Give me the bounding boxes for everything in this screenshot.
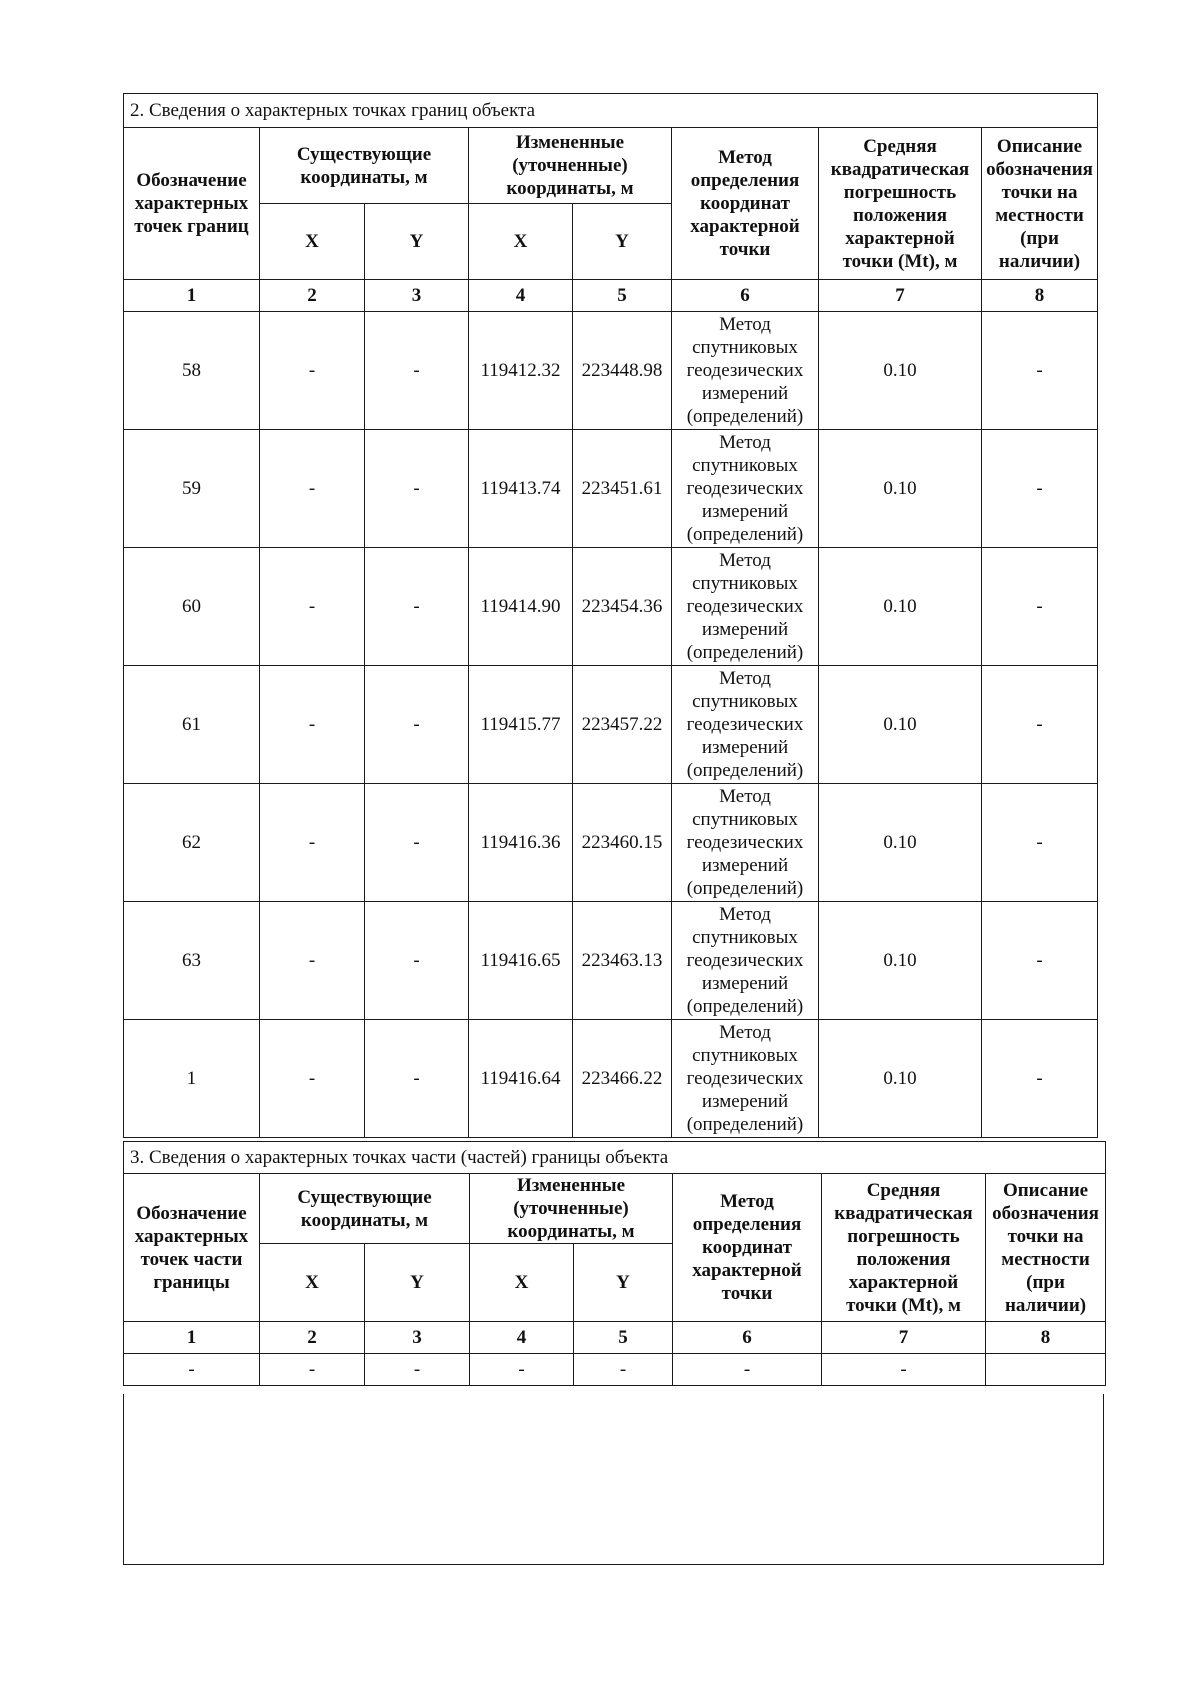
existing-y-cell: -	[365, 312, 469, 430]
column-number: 6	[673, 1322, 822, 1354]
point-number-cell: 61	[124, 666, 260, 784]
column-number: 1	[124, 1322, 260, 1354]
point-number-cell: 63	[124, 902, 260, 1020]
table-row	[124, 548, 1098, 666]
changed-x-cell: 119413.74	[469, 430, 573, 548]
header-error: Средняя квадратическая погрешность положения характерной точки (Mt), м	[822, 1174, 986, 1322]
mt-error-cell: 0.10	[819, 430, 982, 548]
description-cell: -	[982, 1020, 1098, 1138]
existing-x-cell: -	[260, 784, 365, 902]
changed-x-cell: 119416.64	[469, 1020, 573, 1138]
changed-x-cell: 119415.77	[469, 666, 573, 784]
existing-y-cell: -	[365, 430, 469, 548]
column-number: 4	[469, 280, 573, 312]
method-cell: Метод спутниковых геодезических измерений (определений)	[672, 784, 819, 902]
method-cell: -	[673, 1354, 822, 1386]
changed-x-cell: 119412.32	[469, 312, 573, 430]
point-number-cell: 62	[124, 784, 260, 902]
mt-error-cell: 0.10	[819, 784, 982, 902]
existing-x-cell: -	[260, 1020, 365, 1138]
existing-x-cell: -	[260, 312, 365, 430]
existing-y-cell: -	[365, 1354, 470, 1386]
description-cell	[986, 1354, 1106, 1386]
description-cell: -	[982, 784, 1098, 902]
existing-y-cell: -	[365, 902, 469, 1020]
header-method: Метод определения координат характерной точки	[673, 1174, 822, 1322]
empty-continuation-area	[123, 1394, 1104, 1565]
header-y: Y	[365, 1244, 470, 1322]
existing-y-cell: -	[365, 548, 469, 666]
changed-x-cell: 119416.36	[469, 784, 573, 902]
header-error: Средняя квадратическая погрешность положения характерной точки (Mt), м	[819, 128, 982, 280]
column-number: 3	[365, 1322, 470, 1354]
header-existing-coords: Существующие координаты, м	[260, 128, 469, 204]
existing-x-cell: -	[260, 902, 365, 1020]
header-designation: Обозначение характерных точек границ	[124, 128, 260, 280]
changed-y-cell: 223463.13	[573, 902, 672, 1020]
section-title: 2. Сведения о характерных точках границ объекта	[124, 94, 1098, 128]
table-row	[124, 1354, 1106, 1386]
column-number: 4	[470, 1322, 574, 1354]
changed-y-cell: 223448.98	[573, 312, 672, 430]
changed-y-cell: -	[574, 1354, 673, 1386]
existing-x-cell: -	[260, 430, 365, 548]
point-number-cell: 58	[124, 312, 260, 430]
description-cell: -	[982, 548, 1098, 666]
header-changed-coords: Измененные (уточненные) координаты, м	[469, 128, 672, 204]
description-cell: -	[982, 902, 1098, 1020]
header-y: Y	[365, 204, 469, 280]
method-cell: Метод спутниковых геодезических измерений (определений)	[672, 1020, 819, 1138]
table-row	[124, 784, 1098, 902]
changed-y-cell: 223460.15	[573, 784, 672, 902]
changed-x-cell: -	[470, 1354, 574, 1386]
column-number: 8	[986, 1322, 1106, 1354]
table-row	[124, 1020, 1098, 1138]
mt-error-cell: 0.10	[819, 666, 982, 784]
changed-x-cell: 119416.65	[469, 902, 573, 1020]
column-number: 5	[573, 280, 672, 312]
changed-y-cell: 223451.61	[573, 430, 672, 548]
section-title: 3. Сведения о характерных точках части (частей) границы объекта	[124, 1142, 1106, 1174]
existing-x-cell: -	[260, 1354, 365, 1386]
header-method: Метод определения координат характерной точки	[672, 128, 819, 280]
table-row	[124, 666, 1098, 784]
point-number-cell: 1	[124, 1020, 260, 1138]
header-x: X	[469, 204, 573, 280]
existing-y-cell: -	[365, 784, 469, 902]
method-cell: Метод спутниковых геодезических измерений (определений)	[672, 548, 819, 666]
column-number: 3	[365, 280, 469, 312]
method-cell: Метод спутниковых геодезических измерений (определений)	[672, 666, 819, 784]
column-number: 2	[260, 280, 365, 312]
mt-error-cell: 0.10	[819, 1020, 982, 1138]
existing-y-cell: -	[365, 1020, 469, 1138]
column-number: 5	[574, 1322, 673, 1354]
header-description: Описание обозначения точки на местности (при наличии)	[986, 1174, 1106, 1322]
header-x: X	[260, 1244, 365, 1322]
header-x: X	[260, 204, 365, 280]
column-number: 1	[124, 280, 260, 312]
column-number: 8	[982, 280, 1098, 312]
header-description: Описание обозначения точки на местности (при наличии)	[982, 128, 1098, 280]
table-row	[124, 312, 1098, 430]
column-number: 6	[672, 280, 819, 312]
changed-y-cell: 223466.22	[573, 1020, 672, 1138]
header-changed-coords: Измененные (уточненные) координаты, м	[470, 1174, 673, 1244]
header-y: Y	[574, 1244, 673, 1322]
description-cell: -	[982, 312, 1098, 430]
header-designation: Обозначение характерных точек части границы	[124, 1174, 260, 1322]
header-y: Y	[573, 204, 672, 280]
changed-y-cell: 223457.22	[573, 666, 672, 784]
column-number: 7	[819, 280, 982, 312]
method-cell: Метод спутниковых геодезических измерений (определений)	[672, 902, 819, 1020]
description-cell: -	[982, 666, 1098, 784]
changed-x-cell: 119414.90	[469, 548, 573, 666]
mt-error-cell: -	[822, 1354, 986, 1386]
mt-error-cell: 0.10	[819, 902, 982, 1020]
method-cell: Метод спутниковых геодезических измерений (определений)	[672, 430, 819, 548]
mt-error-cell: 0.10	[819, 312, 982, 430]
point-number-cell: -	[124, 1354, 260, 1386]
table-row	[124, 902, 1098, 1020]
header-x: X	[470, 1244, 574, 1322]
point-number-cell: 60	[124, 548, 260, 666]
boundary-points-table	[123, 93, 1098, 1138]
existing-x-cell: -	[260, 548, 365, 666]
description-cell: -	[982, 430, 1098, 548]
existing-y-cell: -	[365, 666, 469, 784]
point-number-cell: 59	[124, 430, 260, 548]
mt-error-cell: 0.10	[819, 548, 982, 666]
existing-x-cell: -	[260, 666, 365, 784]
header-existing-coords: Существующие координаты, м	[260, 1174, 470, 1244]
column-number: 2	[260, 1322, 365, 1354]
table-row	[124, 430, 1098, 548]
changed-y-cell: 223454.36	[573, 548, 672, 666]
column-number: 7	[822, 1322, 986, 1354]
part-boundary-points-table	[123, 1141, 1106, 1386]
method-cell: Метод спутниковых геодезических измерений (определений)	[672, 312, 819, 430]
